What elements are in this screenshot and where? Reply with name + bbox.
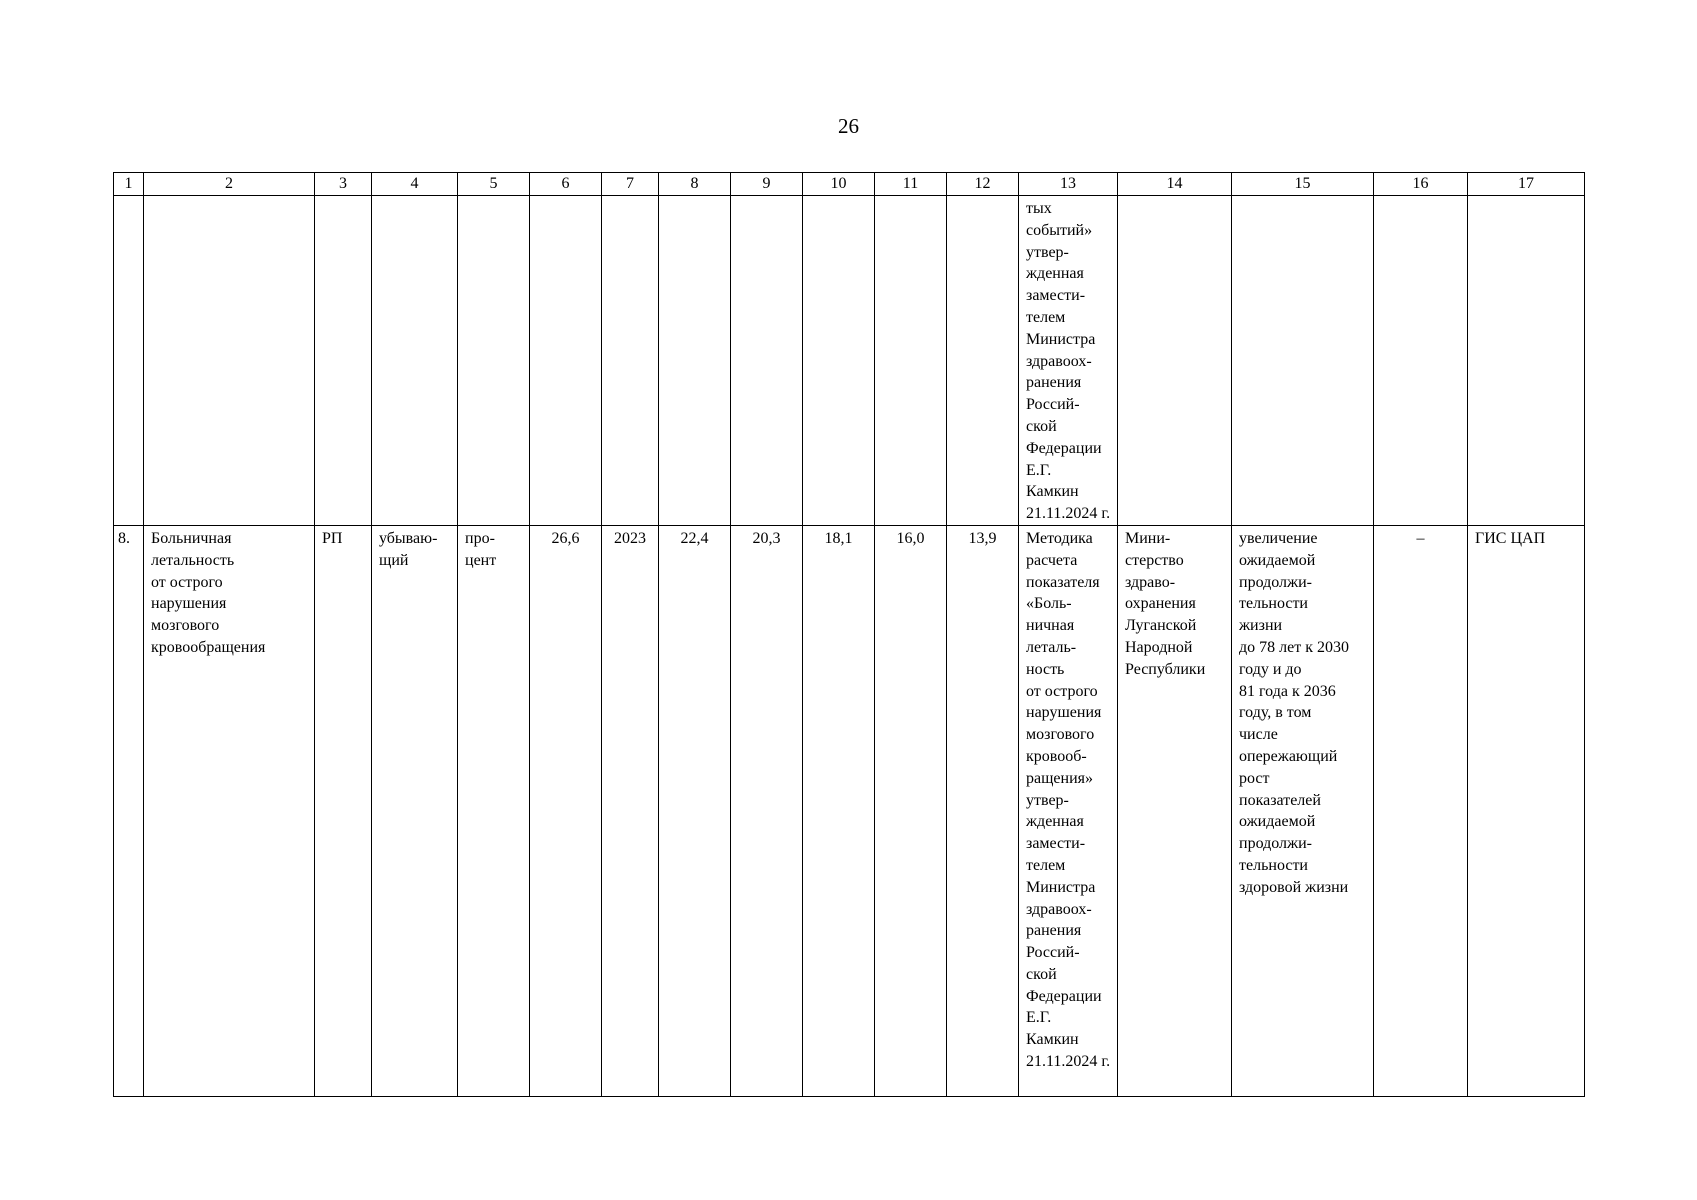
text-line: здравоох- xyxy=(1026,900,1092,918)
text-line: ничная xyxy=(1026,617,1075,635)
methodology-cell xyxy=(1019,196,1118,526)
column-header: 7 xyxy=(602,173,659,196)
value-col-12: 13,9 xyxy=(947,525,1019,1096)
text-line: событий» xyxy=(1026,221,1093,239)
text-line: расчета xyxy=(1026,551,1078,569)
table-cell xyxy=(1118,196,1232,526)
text-line: продолжи- xyxy=(1239,835,1312,853)
text-line: тельности xyxy=(1239,856,1308,874)
text-line: нарушения xyxy=(151,595,227,613)
text-line: увеличение xyxy=(1239,529,1318,547)
text-line: Народной xyxy=(1125,638,1193,656)
text-line: Федерации xyxy=(1026,439,1102,457)
text-line: числе xyxy=(1239,726,1278,744)
text-line: ранения xyxy=(1026,922,1082,940)
table-cell xyxy=(947,196,1019,526)
table-cell xyxy=(803,196,875,526)
unit-of-measure xyxy=(458,525,530,1096)
text-line: Луганской xyxy=(1125,617,1197,635)
table-cell xyxy=(602,196,659,526)
text-line: Россий- xyxy=(1026,944,1080,962)
text-line: замести- xyxy=(1026,287,1086,305)
text-line: жизни xyxy=(1239,617,1283,635)
base-year: 2023 xyxy=(602,525,659,1096)
text-line: Россий- xyxy=(1026,396,1080,414)
table-cell xyxy=(372,196,458,526)
indicator-trend xyxy=(372,525,458,1096)
text-line: здравоох- xyxy=(1026,352,1092,370)
text-line: показателей xyxy=(1239,791,1321,809)
text-line: телем xyxy=(1026,856,1066,874)
text-line: кровооб- xyxy=(1026,747,1087,765)
table-row-continuation xyxy=(114,196,1585,526)
text-line: от острого xyxy=(1026,682,1098,700)
table-cell xyxy=(1468,196,1585,526)
text-line: Е.Г. xyxy=(1026,1009,1052,1027)
column-header: 2 xyxy=(144,173,315,196)
text-line: ской xyxy=(1026,417,1057,435)
value-col-10: 18,1 xyxy=(803,525,875,1096)
table-cell xyxy=(144,196,315,526)
text-line: Больничная xyxy=(151,529,232,547)
text-line: телем xyxy=(1026,308,1066,326)
column-header: 6 xyxy=(530,173,602,196)
table-cell xyxy=(530,196,602,526)
text-line: Республики xyxy=(1125,660,1206,678)
table-cell xyxy=(458,196,530,526)
text-line: Камкин xyxy=(1026,483,1079,501)
text-line: стерство xyxy=(1125,551,1184,569)
text-line: показателя xyxy=(1026,573,1100,591)
table-cell xyxy=(659,196,731,526)
col-16-value: – xyxy=(1374,525,1468,1096)
column-header: 17 xyxy=(1468,173,1585,196)
text-line: летальность xyxy=(151,551,235,569)
text-line: ожидаемой xyxy=(1239,551,1316,569)
page-number: 26 xyxy=(838,114,859,138)
column-header: 4 xyxy=(372,173,458,196)
column-header: 9 xyxy=(731,173,803,196)
text-line: мозгового xyxy=(1026,726,1095,744)
text-line: рост xyxy=(1239,769,1270,787)
text-line: продолжи- xyxy=(1239,573,1312,591)
text-line: «Боль- xyxy=(1026,595,1072,613)
indicator-name xyxy=(144,525,315,1096)
table-cell xyxy=(875,196,947,526)
text-line: году, в том xyxy=(1239,704,1312,722)
column-number-row xyxy=(114,173,1585,196)
text-line: ранения xyxy=(1026,374,1082,392)
column-header: 15 xyxy=(1232,173,1374,196)
table-cell xyxy=(731,196,803,526)
indicators-table xyxy=(113,172,1585,1097)
text-line: Камкин xyxy=(1026,1031,1079,1049)
table-cell xyxy=(1374,196,1468,526)
column-header: 3 xyxy=(315,173,372,196)
text-line: ожидаемой xyxy=(1239,813,1316,831)
text-line: мозгового xyxy=(151,617,220,635)
table-cell xyxy=(1232,196,1374,526)
text-line: 81 года к 2036 xyxy=(1239,682,1336,700)
text-line: до 78 лет к 2030 xyxy=(1239,638,1349,656)
methodology-cell xyxy=(1019,525,1118,1096)
text-line: тельности xyxy=(1239,595,1308,613)
column-header: 14 xyxy=(1118,173,1232,196)
text-line: утвер- xyxy=(1026,243,1069,261)
text-line: замести- xyxy=(1026,835,1086,853)
base-value: 26,6 xyxy=(530,525,602,1096)
text-line: Е.Г. xyxy=(1026,461,1052,479)
column-header: 10 xyxy=(803,173,875,196)
column-header: 1 xyxy=(114,173,144,196)
column-header: 12 xyxy=(947,173,1019,196)
text-line: здоровой жизни xyxy=(1239,878,1349,896)
column-header: 8 xyxy=(659,173,731,196)
text-line: Мини- xyxy=(1125,529,1171,547)
text-line: кровообращения xyxy=(151,638,266,656)
responsible-body xyxy=(1118,525,1232,1096)
column-header: 5 xyxy=(458,173,530,196)
text-line: Методика xyxy=(1026,529,1093,547)
text-line: здраво- xyxy=(1125,573,1176,591)
text-line: году и до xyxy=(1239,660,1302,678)
text-line: от острого xyxy=(151,573,223,591)
text-line: Министра xyxy=(1026,330,1096,348)
text-line: ность xyxy=(1026,660,1065,678)
indicator-level: РП xyxy=(315,525,372,1096)
text-line: нарушения xyxy=(1026,704,1102,722)
table-row-8 xyxy=(114,525,1585,1096)
text-line: жденная xyxy=(1026,813,1084,831)
text-line: убываю- xyxy=(379,529,438,547)
table-cell xyxy=(114,196,144,526)
text-line: утвер- xyxy=(1026,791,1069,809)
column-header: 11 xyxy=(875,173,947,196)
text-line: щий xyxy=(379,551,409,569)
text-line: ской xyxy=(1026,965,1057,983)
text-line: 21.11.2024 г. xyxy=(1026,1053,1111,1071)
text-line: цент xyxy=(465,551,497,569)
text-line: опережающий xyxy=(1239,747,1338,765)
table-cell xyxy=(315,196,372,526)
text-line: про- xyxy=(465,529,495,547)
column-header: 13 xyxy=(1019,173,1118,196)
value-col-11: 16,0 xyxy=(875,525,947,1096)
information-system: ГИС ЦАП xyxy=(1468,525,1585,1096)
text-line: Федерации xyxy=(1026,987,1102,1005)
column-header: 16 xyxy=(1374,173,1468,196)
value-col-9: 20,3 xyxy=(731,525,803,1096)
text-line: леталь- xyxy=(1026,638,1077,656)
text-line: 21.11.2024 г. xyxy=(1026,505,1111,523)
value-col-8: 22,4 xyxy=(659,525,731,1096)
goal-link xyxy=(1232,525,1374,1096)
text-line: жденная xyxy=(1026,265,1084,283)
text-line: охранения xyxy=(1125,595,1196,613)
text-line: ращения» xyxy=(1026,769,1094,787)
row-number: 8. xyxy=(114,525,144,1096)
text-line: тых xyxy=(1026,200,1052,217)
text-line: Министра xyxy=(1026,878,1096,896)
